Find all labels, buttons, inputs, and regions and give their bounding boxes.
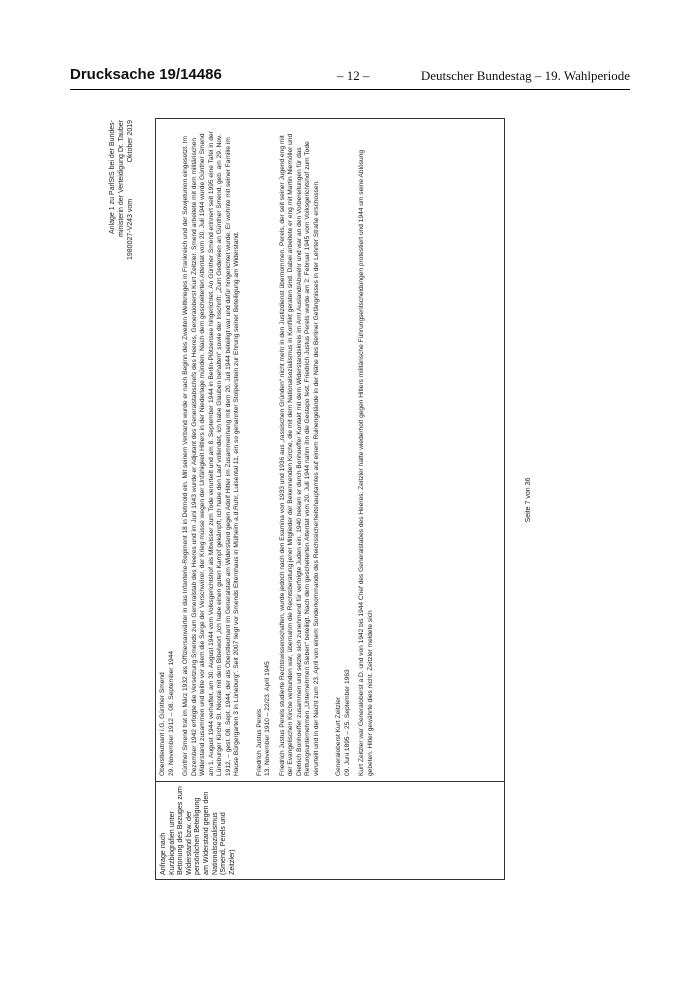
header-rule bbox=[70, 89, 630, 90]
entry-perels-dates: 13. November 1910 – 22/23. April 1945 bbox=[264, 661, 271, 776]
request-description: Anfrage nach Kurzbiografien unter Betonung des Bezuges zum Widerstand bzw. der persönlichen Beteiligung am Widerstand gegen den Nationalsozialismus (Smend, Perels und Zeitzler) bbox=[156, 781, 504, 879]
bundestag-label: Deutscher Bundestag – 19. Wahlperiode bbox=[420, 68, 630, 83]
drucksache-label: Drucksache 19/14486 bbox=[70, 66, 222, 83]
attachment-note bbox=[108, 120, 135, 260]
entry-smend-text: Günther Smend trat im März 1932 als Offiziersanwärter in das Infanterie-Regiment 18 in Detmold ein. Mit seinem Verband wurde er nach Beginn des Zweiten Weltkrieges in Frankreich und der Sowjetunion eingesetzt. Im Dezember 1942 erfolgte die Versetzung Smends zum Generalstab des Heeres und im Juni 1943 wurde er Adjutant des Generalstabschefs des Heeres, Generaloberst Kurt Zeitzler. Smend arbeitete mit dem militärischen Widerstand zusammen und teilte vor allem die Sorge der Verschwörer, der Krieg müsse wegen der Unfähigkeit Hitlers in der Niederlage münden. Nach dem gescheiterten Attentat vom 20. Juli 1944 wurde Günther Smend am 1. August 1944 verhaftet, am 30. August 1944 vom Volksgerichtshof als Mitwisser zum Tode verurteilt und am 8. September 1944 in Berlin-Plötzensee hingerichtet. An Günther Smend erinnert seit 1995 eine Tafel in der Lüneburger Kirche St. Nicolai mit dem Bibelwort „Ich habe einen guten Kampf gekämpft, ich habe den Lauf vollendet, ich habe Glauben behalten“ sowie der Inschrift: „Zum Gedenken an Günther Smend, geb. am 29. Nov. 1912, – gest. 08. Sept. 1944, der als Oberstleutnant im Generalstab am Widerstand gegen Adolf Hitler im Zusammenhang mit dem 20. Juli 1944 beteiligt war und dafür hingerichtet wurde. Er wohnte mit seiner Familie im Hause Bürgergarten 3 in Lüneburg“. Seit 2007 liegt vor Smends Elternhaus in Mülheim a.d.Ruhr, Luisental 11, ein so genannter Stolperstein zur Ehrung seiner Beteiligung am Widerstand. bbox=[182, 131, 240, 776]
attachment-line-3 bbox=[126, 120, 135, 260]
page-header bbox=[70, 66, 630, 90]
entry-zeitzler-text: Kurt Zeitzler war Generaloberst a.D. und von 1942 bis 1944 Chef des Generalstabes des Heeres. Zeitzler hatte wiederholt gegen Hitlers militärische Führungsentscheidungen protestiert und 1944 um seine Ablösung gebeten. Hitler gewährte dies nicht. Zeitzler meldete sich bbox=[358, 149, 374, 776]
biography-table bbox=[155, 118, 505, 880]
entry-smend-name: Oberstleutnant i.G. Günther Smend bbox=[159, 672, 166, 776]
page-footer: Seite 7 von 36 bbox=[525, 477, 532, 523]
entry-perels-text: Friedrich Justus Perels studierte Rechtswissenschaften, wurde jedoch nach den Examina von 1933 und 1936 aus „rassischen Gründen“ nicht mehr in den Justizdienst übernommen. Perels, der seit seiner Jugend eng mit der Evangelischen Kirche verbunden war, übernahm die Rechtsberatung jener Mitglieder der Bekennenden Kirche, die mit dem Nationalsozialismus in Konflikt geraten sind. Dabei arbeitete er eng mit Martin Niemöller und Dietrich Bonhoeffer zusammen und setzte sich zunehmend für verfolgte Juden ein. 1940 bekam er durch Bonhoeffer Kontakt mit dem Widerstandskreis im Amt Ausland/Abwehr und war an den Vorbereitungen für das Rettungsunternehmen „Unternehmen Sieben“ beteiligt. Nach dem gescheiterten Attentat vom 20. Juli 1944 nahm ihn die Gestapo fest. Friedrich Justus Perels wurde am 2. Februar 1945 vom Volksgerichtshof zum Tode verurteilt und in der Nacht zum 23. April von einem Sonderkommando des Reichssicherheitshauptamtes auf einem Ruinengelände in der Nähe des Berliner Gefängnisses in der Lehrter Straße erschossen. bbox=[278, 133, 320, 776]
attachment-date: Oktober 2019 bbox=[127, 120, 134, 163]
page-number: – 12 – bbox=[337, 68, 370, 83]
rotated-document bbox=[100, 120, 550, 880]
entry-zeitzler-name: Generaloberst Kurt Zeitzler bbox=[335, 696, 342, 776]
biography-column bbox=[156, 119, 504, 781]
attachment-ref: 1980027-V243 vom bbox=[127, 198, 134, 260]
entry-zeitzler-dates: 09. Juni 1895 – 25. September 1963 bbox=[343, 669, 351, 776]
attachment-line-1: Anlage 1 zu ParlStS bei der Bundes- bbox=[109, 120, 116, 235]
entry-smend-dates: 29. November 1912 – 08. September 1944 bbox=[167, 651, 175, 776]
entry-perels-name: Friedrich Justus Perels bbox=[255, 708, 263, 776]
attachment-line-2: ministerin der Verteidigung Dr. Tauber bbox=[118, 120, 125, 237]
